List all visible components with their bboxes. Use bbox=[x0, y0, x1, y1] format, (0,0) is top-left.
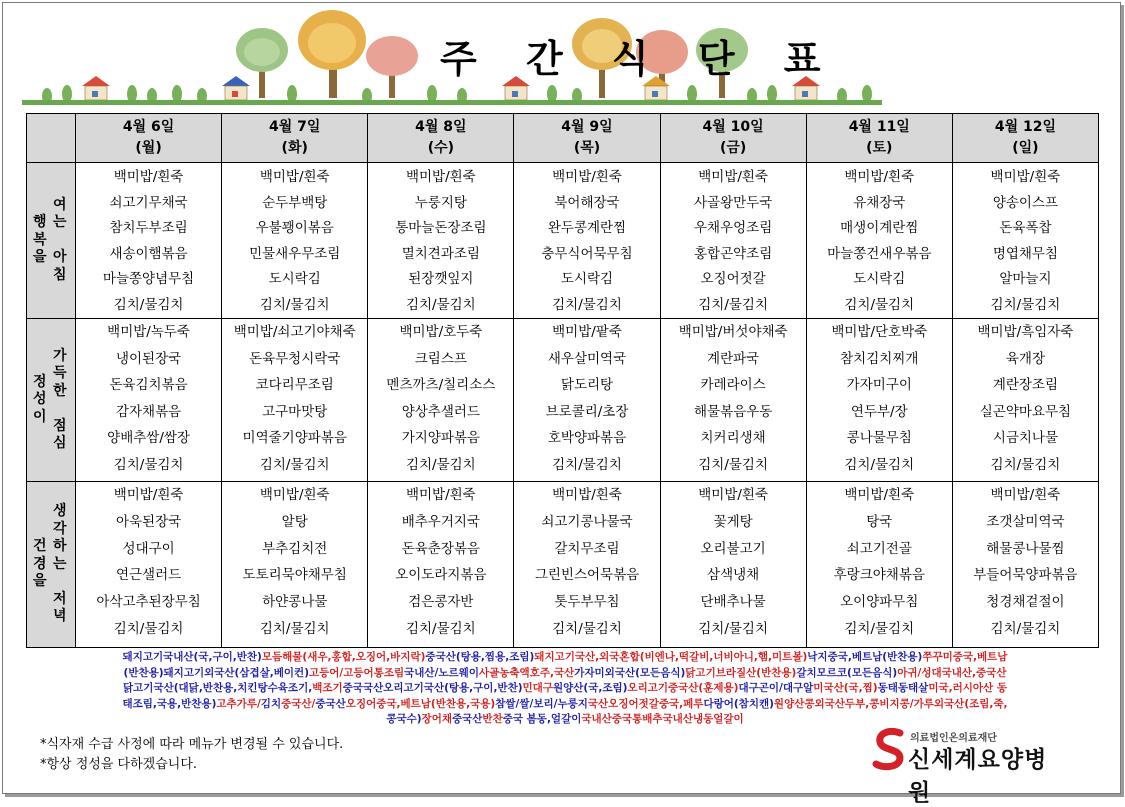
menu-item: 도토리묵야채무침 bbox=[242, 567, 347, 584]
page-title: 주 간 식 단 표 bbox=[440, 37, 839, 81]
menu-item: 백미밥/단호박죽 bbox=[831, 324, 928, 340]
menu-item: 김치/물김치 bbox=[990, 456, 1061, 473]
menu-item: 멘츠까츠/칠리소스 bbox=[386, 377, 496, 393]
menu-item: 명엽채무침 bbox=[992, 245, 1059, 262]
dinner-label: 건 경 을 생 각 하 는 저 녁 bbox=[27, 482, 76, 648]
menu-item: 아삭고추된장무침 bbox=[96, 594, 201, 611]
ground-strip bbox=[22, 100, 882, 105]
menu-item: 백미밥/흰죽 bbox=[259, 169, 330, 185]
day-header: 4월 12일 (일) bbox=[952, 114, 1098, 163]
menu-item: 배추우거지국 bbox=[401, 513, 480, 530]
menu-item: 충무식어묵무침 bbox=[541, 245, 633, 262]
menu-item: 북어해장국 bbox=[554, 194, 620, 211]
menu-item: 성대구이 bbox=[122, 540, 175, 557]
menu-item: 코다리무조림 bbox=[255, 377, 334, 393]
menu-item: 김치/물김치 bbox=[405, 456, 476, 473]
menu-item: 사골왕만두국 bbox=[694, 194, 773, 211]
menu-item: 단배추나물 bbox=[700, 594, 766, 611]
menu-item: 김치/물김치 bbox=[844, 296, 915, 313]
day-header: 4월 6일 (월) bbox=[76, 114, 222, 163]
menu-item: 치커리생채 bbox=[700, 430, 766, 446]
menu-item: 홍합곤약조림 bbox=[694, 245, 773, 262]
menu-cell bbox=[368, 482, 514, 648]
menu-item: 김치/물김치 bbox=[844, 620, 915, 637]
notice-block bbox=[40, 735, 343, 775]
menu-cell bbox=[222, 482, 368, 648]
header-corner bbox=[27, 114, 76, 163]
menu-item: 아욱된장국 bbox=[115, 513, 182, 530]
menu-cell bbox=[660, 482, 806, 648]
lunch-row bbox=[27, 319, 1099, 482]
menu-item: 통마늘돈장조림 bbox=[395, 220, 487, 236]
menu-item: 백미밥/흰죽 bbox=[259, 487, 330, 503]
menu-item: 김치/물김치 bbox=[698, 456, 769, 473]
origin-line: 돼지고기국내산(국,구이,반찬)모듬해물(새우,홍합,오징어,바지락)중국산(탕용,찜용,조림)돼지고기국산,외국혼합(비엔나,떡갈비,너비아니,햄,미트볼)낙지중국,베트남(반찬용)쭈꾸미중국,베트남 bbox=[122, 651, 1008, 663]
menu-item: 계란파국 bbox=[707, 350, 760, 367]
menu-cell bbox=[222, 319, 368, 482]
menu-item: 도시락김 bbox=[268, 271, 321, 287]
menu-item: 계란장조림 bbox=[992, 377, 1059, 393]
menu-item: 백미밥/흑임자죽 bbox=[977, 324, 1074, 340]
menu-item: 해물볶음우동 bbox=[694, 403, 773, 420]
day-header: 4월 9일 (목) bbox=[514, 114, 660, 163]
breakfast-row bbox=[27, 163, 1099, 319]
menu-item: 백미밥/흰죽 bbox=[844, 169, 915, 185]
menu-item: 백미밥/흰죽 bbox=[113, 487, 184, 503]
menu-item: 부추김치전 bbox=[262, 540, 328, 557]
menu-item: 김치/물김치 bbox=[259, 296, 330, 313]
menu-item: 톳두부무침 bbox=[554, 594, 620, 611]
menu-item: 백미밥/흰죽 bbox=[698, 487, 769, 503]
menu-item: 새우살미역국 bbox=[547, 350, 627, 367]
menu-item: 탕국 bbox=[866, 513, 893, 530]
menu-item: 돈육폭찹 bbox=[999, 220, 1052, 236]
origin-line: 태조림,국용,반찬용)고추가루/김치중국산/중국산오징어중국,베트남(반찬용,국용)참쌀/쌀/보리/누룽지국산오징어젓갈중국,페루다랑어(참치캔)원양산콩외국산두부,콩비지콩/가루외국산(조림,죽, bbox=[122, 697, 1008, 710]
menu-item: 백미밥/버섯야채죽 bbox=[678, 324, 788, 340]
menu-item: 멸치견과조림 bbox=[401, 245, 480, 262]
menu-item: 김치/물김치 bbox=[990, 620, 1061, 637]
menu-item: 그린빈스어묵볶음 bbox=[534, 567, 640, 584]
menu-item: 누룽지탕 bbox=[414, 194, 467, 211]
hospital-logo bbox=[870, 727, 1070, 806]
menu-item: 꽃게탕 bbox=[713, 513, 753, 530]
notice-line: *식자재 수급 사정에 따라 메뉴가 변경될 수 있습니다. bbox=[40, 737, 344, 752]
menu-item: 실곤약마요무침 bbox=[979, 403, 1072, 420]
menu-item: 유채장국 bbox=[853, 194, 906, 211]
logo-name: 신세계요양병원 bbox=[908, 747, 1048, 806]
day-header: 4월 11일 (토) bbox=[806, 114, 952, 163]
logo-mark-icon bbox=[872, 727, 908, 771]
origin-legend bbox=[40, 650, 1090, 728]
menu-item: 호박양파볶음 bbox=[547, 430, 627, 446]
menu-item: 우채우엉조림 bbox=[694, 220, 773, 236]
menu-item: 김치/물김치 bbox=[698, 620, 769, 637]
menu-item: 완두콩계란찜 bbox=[547, 220, 627, 236]
menu-item: 오이양파무침 bbox=[840, 594, 919, 611]
menu-cell bbox=[806, 163, 952, 319]
menu-item: 갈치무조림 bbox=[554, 540, 620, 557]
menu-cell bbox=[952, 163, 1098, 319]
notice-line: *항상 정성을 다하겠습니다. bbox=[40, 757, 198, 772]
menu-item: 우불꽹이볶음 bbox=[255, 220, 334, 236]
menu-item: 하얀콩나물 bbox=[262, 594, 328, 611]
menu-item: 돈육김치볶음 bbox=[109, 377, 188, 393]
menu-item: 김치/물김치 bbox=[405, 296, 476, 313]
menu-item: 냉이된장국 bbox=[115, 350, 182, 367]
menu-item: 마늘쫑건새우볶음 bbox=[827, 245, 932, 262]
menu-item: 백미밥/흰죽 bbox=[552, 487, 622, 503]
menu-item: 백미밥/흰죽 bbox=[990, 169, 1061, 185]
menu-item: 조갯살미역국 bbox=[986, 513, 1065, 530]
menu-item: 김치/물김치 bbox=[552, 456, 622, 473]
menu-item: 돈육무청시락국 bbox=[249, 350, 341, 367]
menu-cell bbox=[76, 319, 222, 482]
menu-item: 김치/물김치 bbox=[698, 296, 769, 313]
menu-item: 쇠고기무채국 bbox=[109, 194, 188, 211]
menu-cell bbox=[222, 163, 368, 319]
menu-item: 오징어젓갈 bbox=[700, 271, 766, 287]
menu-item: 가지양파볶음 bbox=[401, 430, 480, 446]
menu-cell bbox=[952, 482, 1098, 648]
menu-item: 카레라이스 bbox=[700, 377, 766, 393]
menu-item: 백미밥/흰죽 bbox=[552, 169, 622, 185]
menu-cell bbox=[76, 163, 222, 319]
menu-item: 김치/물김치 bbox=[113, 620, 184, 637]
menu-cell bbox=[514, 319, 660, 482]
origin-line: 콩국수)장어채중국산반찬중국 봄동,얼갈이국내산중국통배추국내산냉동얼갈이 bbox=[386, 713, 744, 725]
menu-cell bbox=[660, 163, 806, 319]
day-header: 4월 7일 (화) bbox=[222, 114, 368, 163]
menu-item: 오리불고기 bbox=[700, 540, 766, 557]
menu-item: 도시락김 bbox=[560, 271, 614, 287]
menu-item: 삼색냉채 bbox=[707, 567, 760, 584]
menu-item: 김치/물김치 bbox=[990, 296, 1061, 313]
menu-item: 해물콩나물찜 bbox=[986, 540, 1065, 557]
menu-cell bbox=[952, 319, 1098, 482]
menu-cell bbox=[76, 482, 222, 648]
menu-item: 브로콜리/초장 bbox=[545, 403, 629, 420]
menu-item: 새송이햄볶음 bbox=[109, 245, 188, 262]
menu-item: 쇠고기전골 bbox=[846, 540, 912, 557]
menu-cell bbox=[806, 482, 952, 648]
origin-line: (반찬용)돼지고기외국산(삼겹살,베이컨)고등어/고등어통조림국내산/노르웨이사골농축액호주,국산가자미외국산(모든음식)닭고기브라질산(반찬용)갈치모르코(모든음식)아귀/성대국내산,중국산 bbox=[123, 666, 1007, 679]
lunch-label: 정 성 이 가 득 한 점 심 bbox=[27, 319, 76, 482]
menu-item: 검은콩자반 bbox=[408, 594, 474, 611]
tree-icon bbox=[298, 10, 366, 98]
menu-item: 시금치나물 bbox=[992, 430, 1059, 446]
menu-item: 크림스프 bbox=[414, 350, 467, 367]
menu-item: 백미밥/흰죽 bbox=[113, 169, 184, 185]
header-row bbox=[27, 114, 1099, 163]
menu-item: 알탕 bbox=[281, 513, 308, 530]
day-header: 4월 8일 (수) bbox=[368, 114, 514, 163]
menu-item: 백미밥/쇠고기야채죽 bbox=[233, 324, 356, 340]
menu-item: 백미밥/흰죽 bbox=[405, 487, 476, 503]
menu-cell bbox=[368, 319, 514, 482]
menu-item: 참치두부조림 bbox=[109, 220, 188, 236]
menu-item: 김치/물김치 bbox=[259, 620, 330, 637]
menu-item: 알마늘지 bbox=[999, 271, 1052, 287]
logo-subtitle: 의료법인온의료재단 bbox=[910, 733, 997, 744]
menu-item: 백미밥/팥죽 bbox=[552, 324, 622, 340]
menu-cell bbox=[514, 482, 660, 648]
menu-item: 백미밥/호두죽 bbox=[399, 324, 483, 340]
menu-item: 김치/물김치 bbox=[405, 620, 476, 637]
menu-item: 백미밥/흰죽 bbox=[698, 169, 769, 185]
menu-item: 양송이스프 bbox=[992, 194, 1059, 211]
menu-item: 김치/물김치 bbox=[552, 296, 622, 313]
weekly-menu-table bbox=[26, 113, 1099, 648]
menu-item: 쇠고기콩나물국 bbox=[541, 513, 633, 530]
menu-item: 양상추샐러드 bbox=[401, 403, 480, 420]
menu-item: 김치/물김치 bbox=[259, 456, 330, 473]
menu-item: 매생이계란찜 bbox=[840, 220, 919, 236]
menu-item: 청경채겉절이 bbox=[986, 594, 1065, 611]
dinner-row bbox=[27, 482, 1099, 648]
menu-item: 백미밥/흰죽 bbox=[990, 487, 1061, 503]
menu-item: 양배추쌈/쌈장 bbox=[107, 430, 190, 446]
day-header: 4월 10일 (금) bbox=[660, 114, 806, 163]
menu-item: 김치/물김치 bbox=[113, 456, 184, 473]
menu-item: 도시락김 bbox=[853, 271, 906, 287]
house-icon bbox=[222, 76, 250, 100]
menu-item: 오이도라지볶음 bbox=[395, 567, 487, 584]
menu-item: 연근샐러드 bbox=[115, 567, 182, 584]
menu-cell bbox=[660, 319, 806, 482]
menu-item: 김치/물김치 bbox=[844, 456, 915, 473]
origin-line: 닭고기국산(대닭,반찬용,치킨탕수육조기,백조기중국국산오리고기국산(탕용,구이,반찬)민대구원양산(국,조림)오리고기중국산(훈제용)대구곤이/대구알미국산(국,찜)동태동태살미국,러시아산 동 bbox=[123, 682, 1007, 694]
menu-item: 육개장 bbox=[1005, 350, 1045, 367]
menu-item: 민물새우무조림 bbox=[249, 245, 341, 262]
menu-item: 된장깻잎지 bbox=[408, 271, 474, 287]
menu-item: 연두부/장 bbox=[850, 403, 908, 420]
menu-item: 가자미구이 bbox=[846, 377, 912, 393]
house-icon bbox=[82, 76, 110, 100]
menu-item: 마늘쫑양념무침 bbox=[102, 271, 195, 287]
menu-item: 감자채볶음 bbox=[115, 403, 182, 420]
menu-item: 참치김치찌개 bbox=[840, 350, 919, 367]
menu-item: 고구마맛탕 bbox=[262, 403, 328, 420]
menu-item: 김치/물김치 bbox=[552, 620, 622, 637]
menu-cell bbox=[514, 163, 660, 319]
menu-cell bbox=[368, 163, 514, 319]
menu-item: 백미밥/흰죽 bbox=[405, 169, 476, 185]
menu-cell bbox=[806, 319, 952, 482]
menu-item: 김치/물김치 bbox=[113, 296, 184, 313]
menu-item: 콩나물무침 bbox=[846, 430, 912, 446]
menu-item: 미역줄기양파볶음 bbox=[242, 430, 347, 446]
menu-item: 백미밥/흰죽 bbox=[844, 487, 915, 503]
menu-item: 순두부백탕 bbox=[262, 194, 328, 211]
menu-item: 백미밥/녹두죽 bbox=[107, 324, 190, 340]
menu-item: 부들어묵양파볶음 bbox=[973, 567, 1078, 584]
tree-icon bbox=[366, 36, 418, 98]
breakfast-label: 행 복 을 여 는 아 침 bbox=[27, 163, 76, 319]
menu-item: 돈육춘장볶음 bbox=[401, 540, 480, 557]
menu-item: 후랑크야채볶음 bbox=[833, 567, 925, 584]
menu-item: 닭도리탕 bbox=[560, 377, 614, 393]
